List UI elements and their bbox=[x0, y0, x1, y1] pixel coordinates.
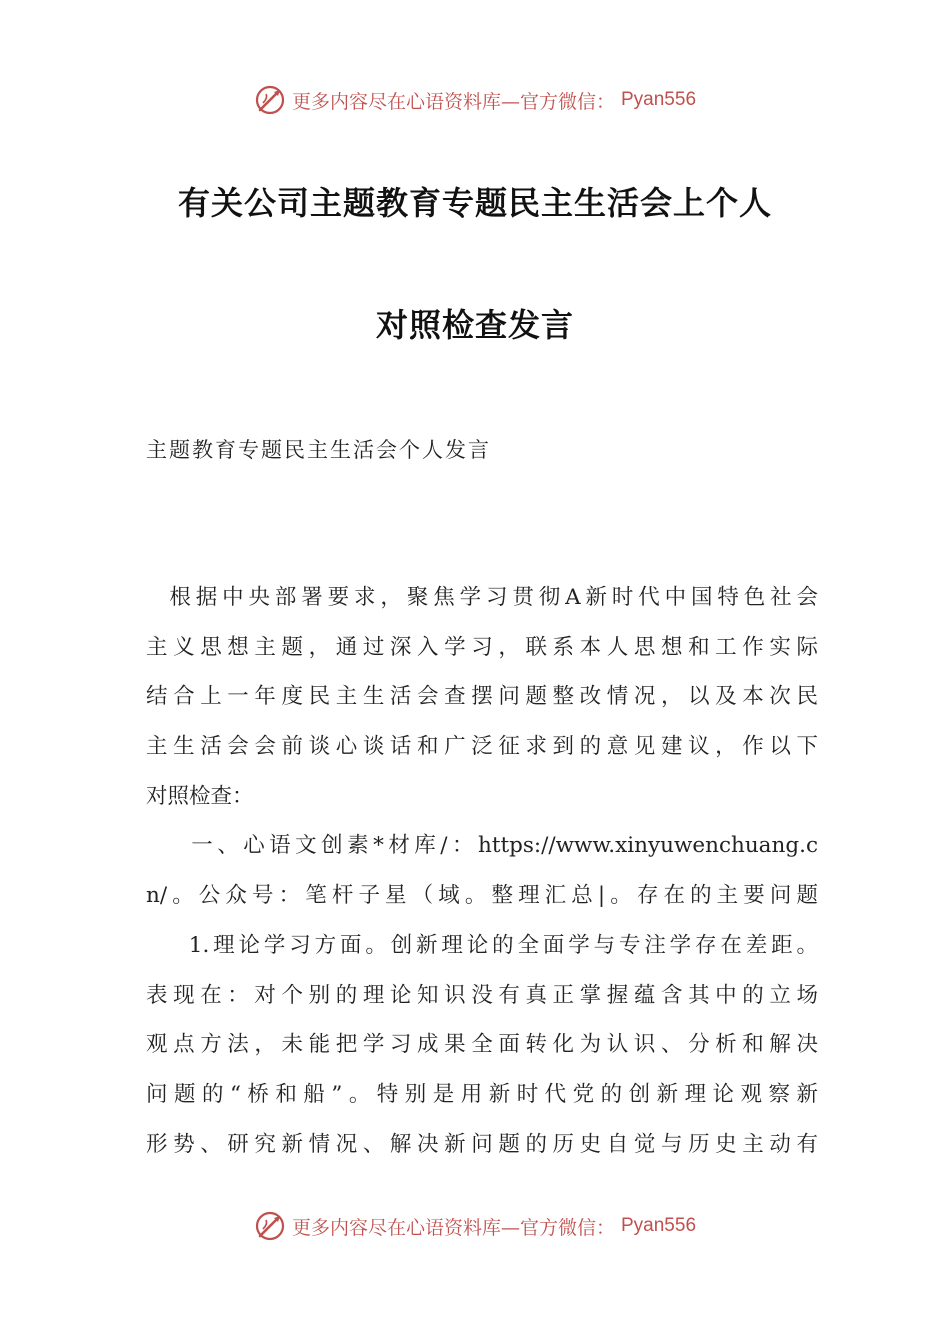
footer-watermark bbox=[0, 1210, 950, 1242]
body-line: 表现在：对个别的理论知识没有真正掌握蕴含其中的立场 bbox=[146, 982, 818, 1008]
pen-circle-logo-icon bbox=[254, 84, 286, 116]
watermark-wechat-id: Pyan556 bbox=[621, 1215, 697, 1236]
body-line: 主义思想主题，通过深入学习，联系本人思想和工作实际 bbox=[146, 634, 818, 660]
body-line: 对照检查： bbox=[146, 783, 254, 809]
watermark-text: 更多内容尽在心语资料库—官方微信： bbox=[291, 90, 615, 113]
watermark-text: 更多内容尽在心语资料库—官方微信： bbox=[291, 1216, 615, 1239]
body-line: 结合上一年度民主生活会查摆问题整改情况，以及本次民 bbox=[146, 684, 818, 710]
watermark-wechat-id: Pyan556 bbox=[621, 89, 697, 110]
body-line: 形势、研究新情况、解决新问题的历史自觉与历史主动有 bbox=[146, 1131, 818, 1157]
document-title-line-1: 有关公司主题教育专题民主生活会上个人 bbox=[177, 184, 772, 222]
body-line: 主生活会会前谈心谈话和广泛征求到的意见建议，作以下 bbox=[146, 734, 818, 760]
body-line: 一、心语文创素*材库/：https://www.xinyuwenchuang.c bbox=[146, 833, 818, 859]
body-line: 观点方法，未能把学习成果全面转化为认识、分析和解决 bbox=[146, 1032, 818, 1058]
header-watermark bbox=[0, 84, 950, 116]
document-title-line-2: 对照检查发言 bbox=[375, 306, 574, 344]
body-line: n/。公众号：笔杆子星（域。整理汇总|。存在的主要问题 bbox=[146, 883, 818, 909]
body-line: 问题的“桥和船”。特别是用新时代党的创新理论观察新 bbox=[146, 1081, 818, 1107]
document-subtitle: 主题教育专题民主生活会个人发言 bbox=[146, 438, 491, 462]
pen-circle-logo-icon bbox=[254, 1210, 286, 1242]
body-line: 1.理论学习方面。创新理论的全面学与专注学存在差距。 bbox=[146, 932, 818, 958]
body-line: 根据中央部署要求，聚焦学习贯彻A新时代中国特色社会 bbox=[146, 585, 818, 610]
document-body bbox=[146, 578, 818, 1174]
